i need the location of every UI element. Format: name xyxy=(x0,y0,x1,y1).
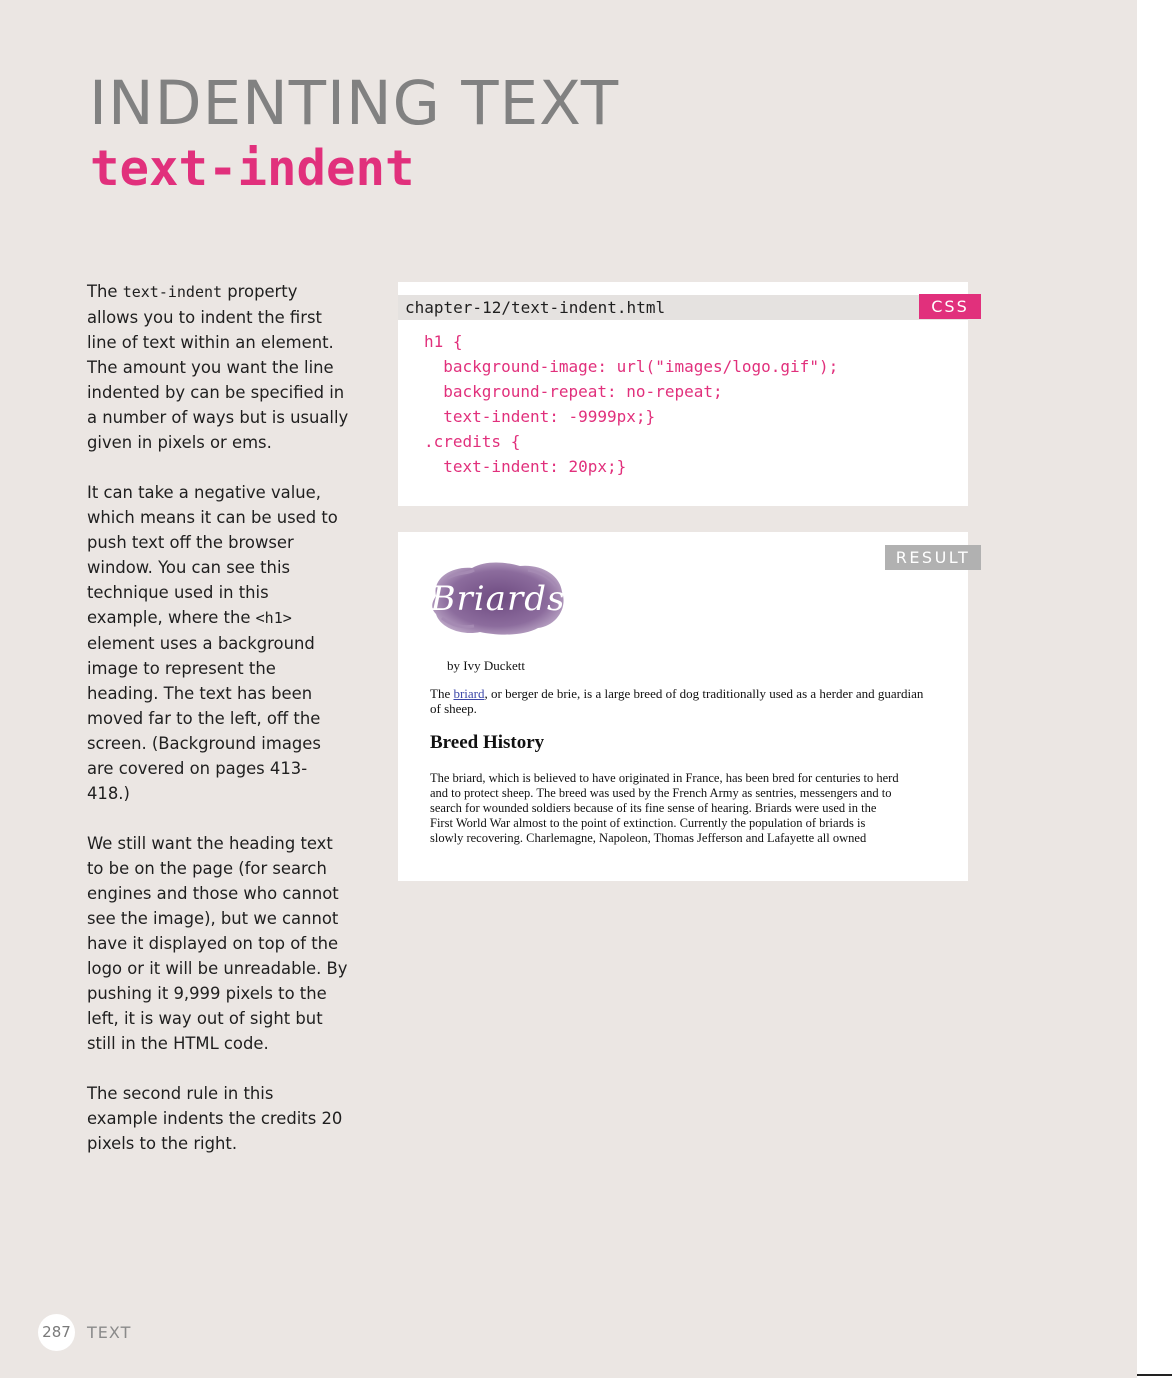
history-paragraph xyxy=(430,771,942,846)
code-line: background-repeat: no-repeat; xyxy=(424,382,723,401)
page-title: INDENTING TEXT xyxy=(89,68,620,139)
history-line: The briard, which is believed to have originated in France, has been bred for centuries to herd xyxy=(430,771,899,785)
briards-logo xyxy=(428,556,568,642)
file-path: chapter-12/text-indent.html xyxy=(405,298,666,317)
result-badge: RESULT xyxy=(885,545,981,570)
code-line: text-indent: 20px;} xyxy=(424,457,627,476)
page-number: 287 xyxy=(38,1314,75,1351)
history-line: First World War almost to the point of extinction. Currently the population of briards is xyxy=(430,816,866,830)
paragraph-2-text-start: It can take a negative value, which means it can be used to push text off the browser window. You can see this technique used in this example, where the xyxy=(87,483,338,627)
breed-history-heading: Breed History xyxy=(430,732,545,753)
briard-link[interactable]: briard xyxy=(453,686,485,701)
inline-code: <h1> xyxy=(255,609,292,627)
page-margin xyxy=(1137,0,1172,1378)
paragraph-3: We still want the heading text to be on the page (for search engines and those who cannot see the image), but we cannot have it displayed on top of the logo or it will be unreadable. By pushing it 9,999 pixels to the left, it is way out of sight but still in the HTML code. xyxy=(87,834,348,1053)
margin-divider xyxy=(1137,1374,1172,1376)
inline-code: text-indent xyxy=(122,283,223,301)
intro-paragraph xyxy=(430,686,930,716)
logo-text: Briards xyxy=(430,579,566,619)
code-file-bar xyxy=(398,295,968,320)
paragraph-2-text-end: element uses a background image to represent the heading. The text has been moved far to the left, off the screen. (Background images are covered on pages 413-418.) xyxy=(87,634,321,803)
history-line: slowly recovering. Charlemagne, Napoleon, Thomas Jefferson and Lafayette all owned xyxy=(430,831,867,845)
code-line: background-image: url("images/logo.gif"); xyxy=(424,357,839,376)
history-line: and to protect sheep. The breed was used by the French Army as sentries, messengers and to xyxy=(430,786,892,800)
intro-text-end: , or berger de brie, is a large breed of dog traditionally used as a herder and guardian of sheep. xyxy=(430,686,924,716)
intro-text-start: The xyxy=(430,686,454,701)
page-subtitle: text-indent xyxy=(90,140,415,197)
section-label: TEXT xyxy=(87,1323,132,1342)
code-example-panel xyxy=(398,282,968,506)
code-line: text-indent: -9999px;} xyxy=(424,407,656,426)
code-line: .credits { xyxy=(424,432,521,451)
paragraph-1-text-start: The xyxy=(87,282,123,301)
credits-byline: by Ivy Duckett xyxy=(447,658,525,673)
paragraph-4: The second rule in this example indents the credits 20 pixels to the right. xyxy=(87,1084,343,1153)
explanation-text xyxy=(87,279,349,1181)
result-panel xyxy=(398,532,968,881)
paragraph-1 xyxy=(87,279,349,455)
paragraph-2 xyxy=(87,480,349,806)
history-line: search for wounded soldiers because of its fine sense of hearing. Briards were used in the xyxy=(430,801,877,815)
language-badge: CSS xyxy=(919,294,981,319)
code-block xyxy=(424,329,838,479)
paragraph-1-text-end: property allows you to indent the first line of text within an element. The amount you want the line indented by can be specified in a number of ways but is usually given in pixels or ems. xyxy=(87,282,349,452)
code-line: h1 { xyxy=(424,332,463,351)
